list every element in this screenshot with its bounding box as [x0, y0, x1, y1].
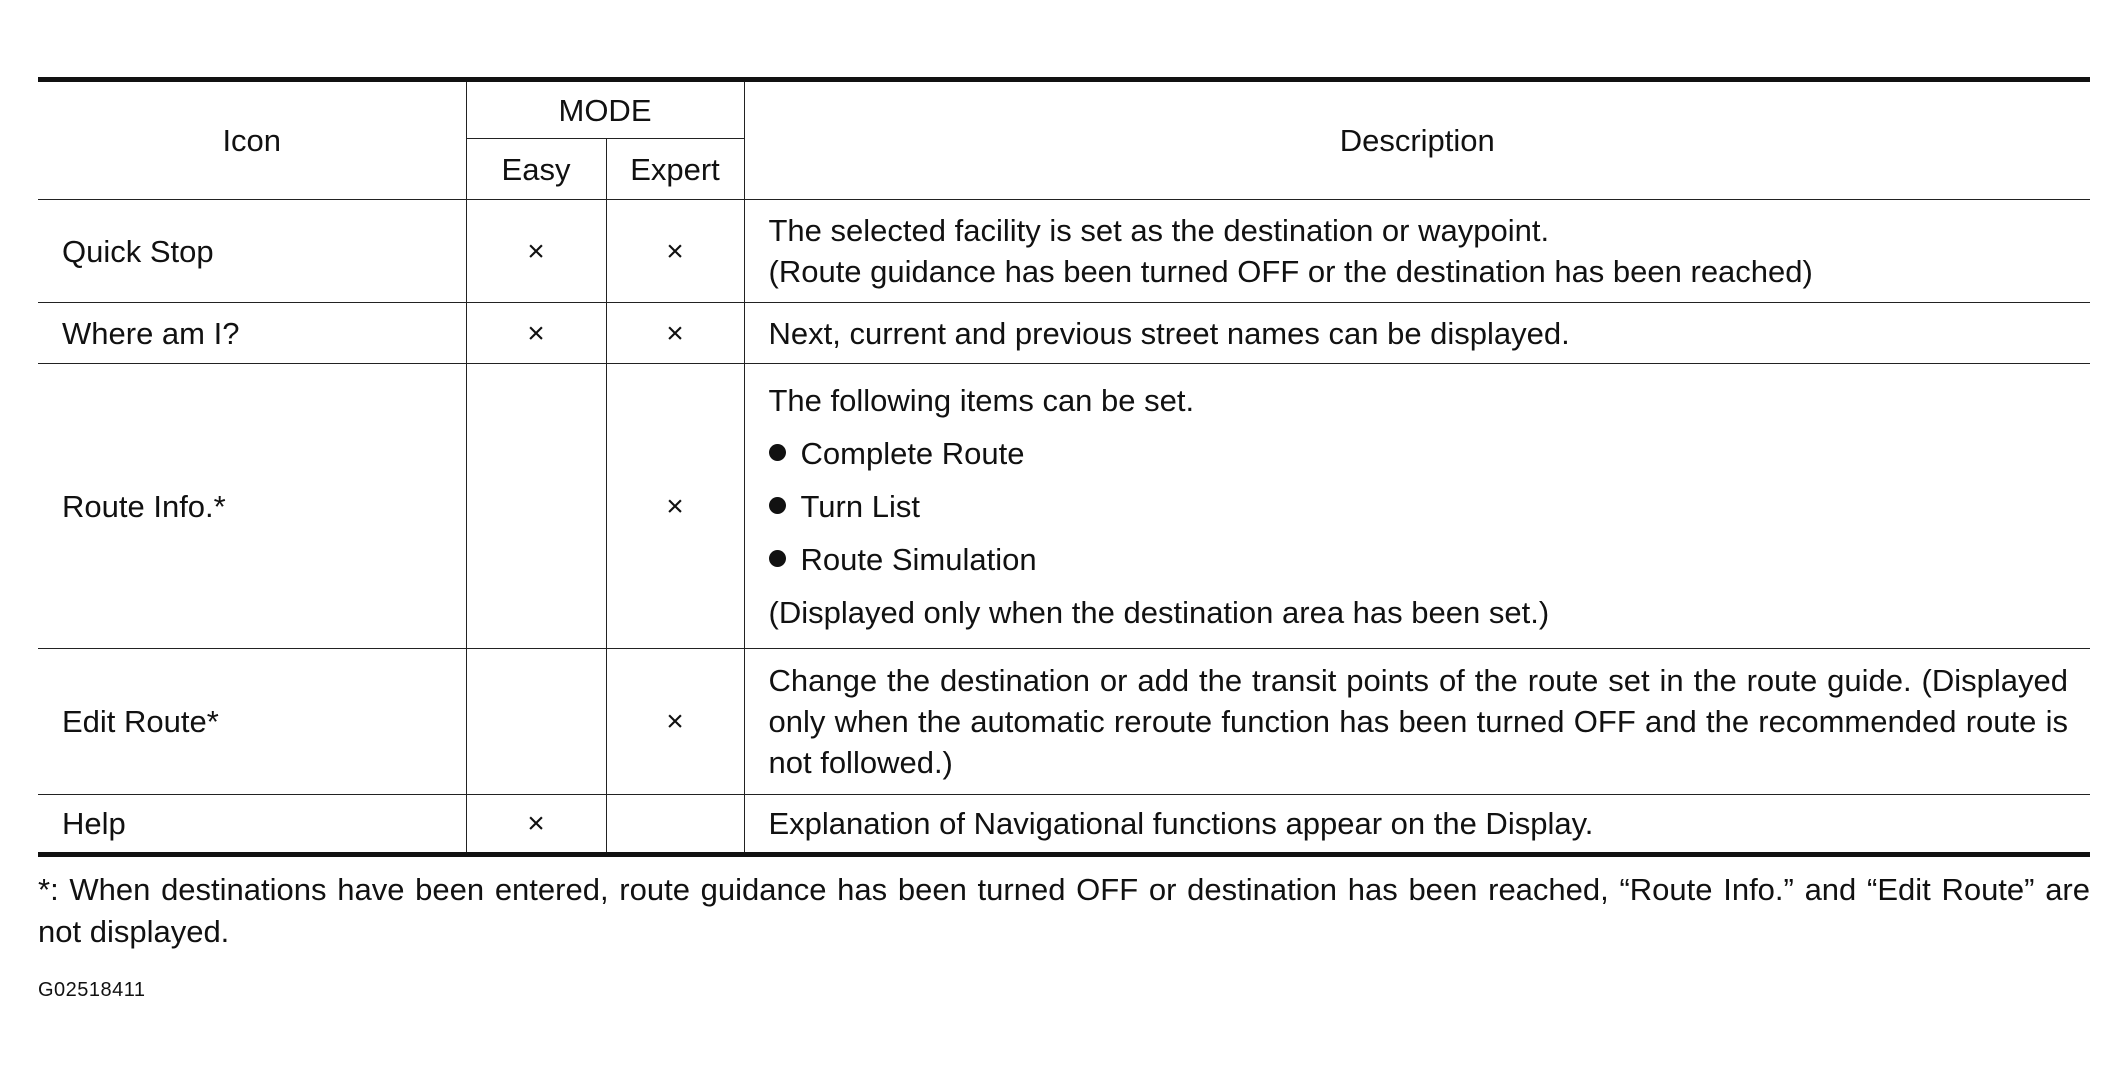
- easy-mark: ×: [466, 200, 606, 303]
- row-description: Change the destination or add the transit points of the route set in the route guide. (Displayed only when the automatic reroute function has been turned OFF and the recommended route is not followed.): [744, 649, 2090, 795]
- row-icon-label: Quick Stop: [38, 200, 466, 303]
- bullet-icon: [769, 497, 786, 514]
- row-icon-label: Help: [38, 795, 466, 855]
- header-icon: Icon: [38, 80, 466, 200]
- header-mode: MODE: [466, 80, 744, 139]
- row-description: [744, 303, 2090, 364]
- description-line: Next, current and previous street names can be displayed.: [768, 315, 1570, 351]
- header-description: Description: [744, 80, 2090, 200]
- header-easy: Easy: [466, 139, 606, 200]
- table-row: [38, 303, 2090, 364]
- expert-mark: ×: [606, 303, 744, 364]
- bullet-text: Complete Route: [800, 435, 1025, 471]
- row-description: [744, 200, 2090, 303]
- table-row: [38, 795, 2090, 855]
- row-icon-label: Where am I?: [38, 303, 466, 364]
- description-intro: The following items can be set.: [768, 382, 1195, 418]
- bullet-text: Route Simulation: [800, 541, 1037, 577]
- table-row: [38, 200, 2090, 303]
- row-icon-label: Route Info.*: [38, 364, 466, 649]
- table-row: [38, 649, 2090, 795]
- bullet-item: [769, 480, 2069, 533]
- description-note: (Displayed only when the destination area has been set.): [768, 594, 1550, 630]
- row-icon-label: Edit Route*: [38, 649, 466, 795]
- bullet-icon: [769, 550, 786, 567]
- description-line: (Route guidance has been turned OFF or the destination has been reached): [768, 254, 1813, 289]
- table-row: [38, 364, 2090, 649]
- bullet-item: [769, 533, 2069, 586]
- row-description: [744, 795, 2090, 855]
- expert-mark: ×: [606, 200, 744, 303]
- easy-mark: ×: [466, 303, 606, 364]
- bullet-item: [769, 427, 2069, 480]
- easy-mark: ×: [466, 795, 606, 855]
- footnote: *: When destinations have been entered, route guidance has been turned OFF or destination has been reached, “Route Info.” and “Edit Route” are not displayed.: [38, 872, 2090, 949]
- row-description: [744, 364, 2090, 649]
- expert-mark: ×: [606, 364, 744, 649]
- description-line: The selected facility is set as the destination or waypoint.: [768, 213, 1550, 248]
- document-page: [38, 77, 2090, 1002]
- bullet-icon: [769, 444, 786, 461]
- header-expert: Expert: [606, 139, 744, 200]
- description-line: Explanation of Navigational functions appear on the Display.: [768, 806, 1594, 841]
- bullet-text: Turn List: [800, 488, 920, 524]
- figure-code: G02518411: [38, 979, 146, 1001]
- easy-mark: [466, 649, 606, 795]
- easy-mark: [466, 364, 606, 649]
- expert-mark: ×: [606, 649, 744, 795]
- expert-mark: [606, 795, 744, 855]
- navigation-icon-table: [38, 77, 2090, 857]
